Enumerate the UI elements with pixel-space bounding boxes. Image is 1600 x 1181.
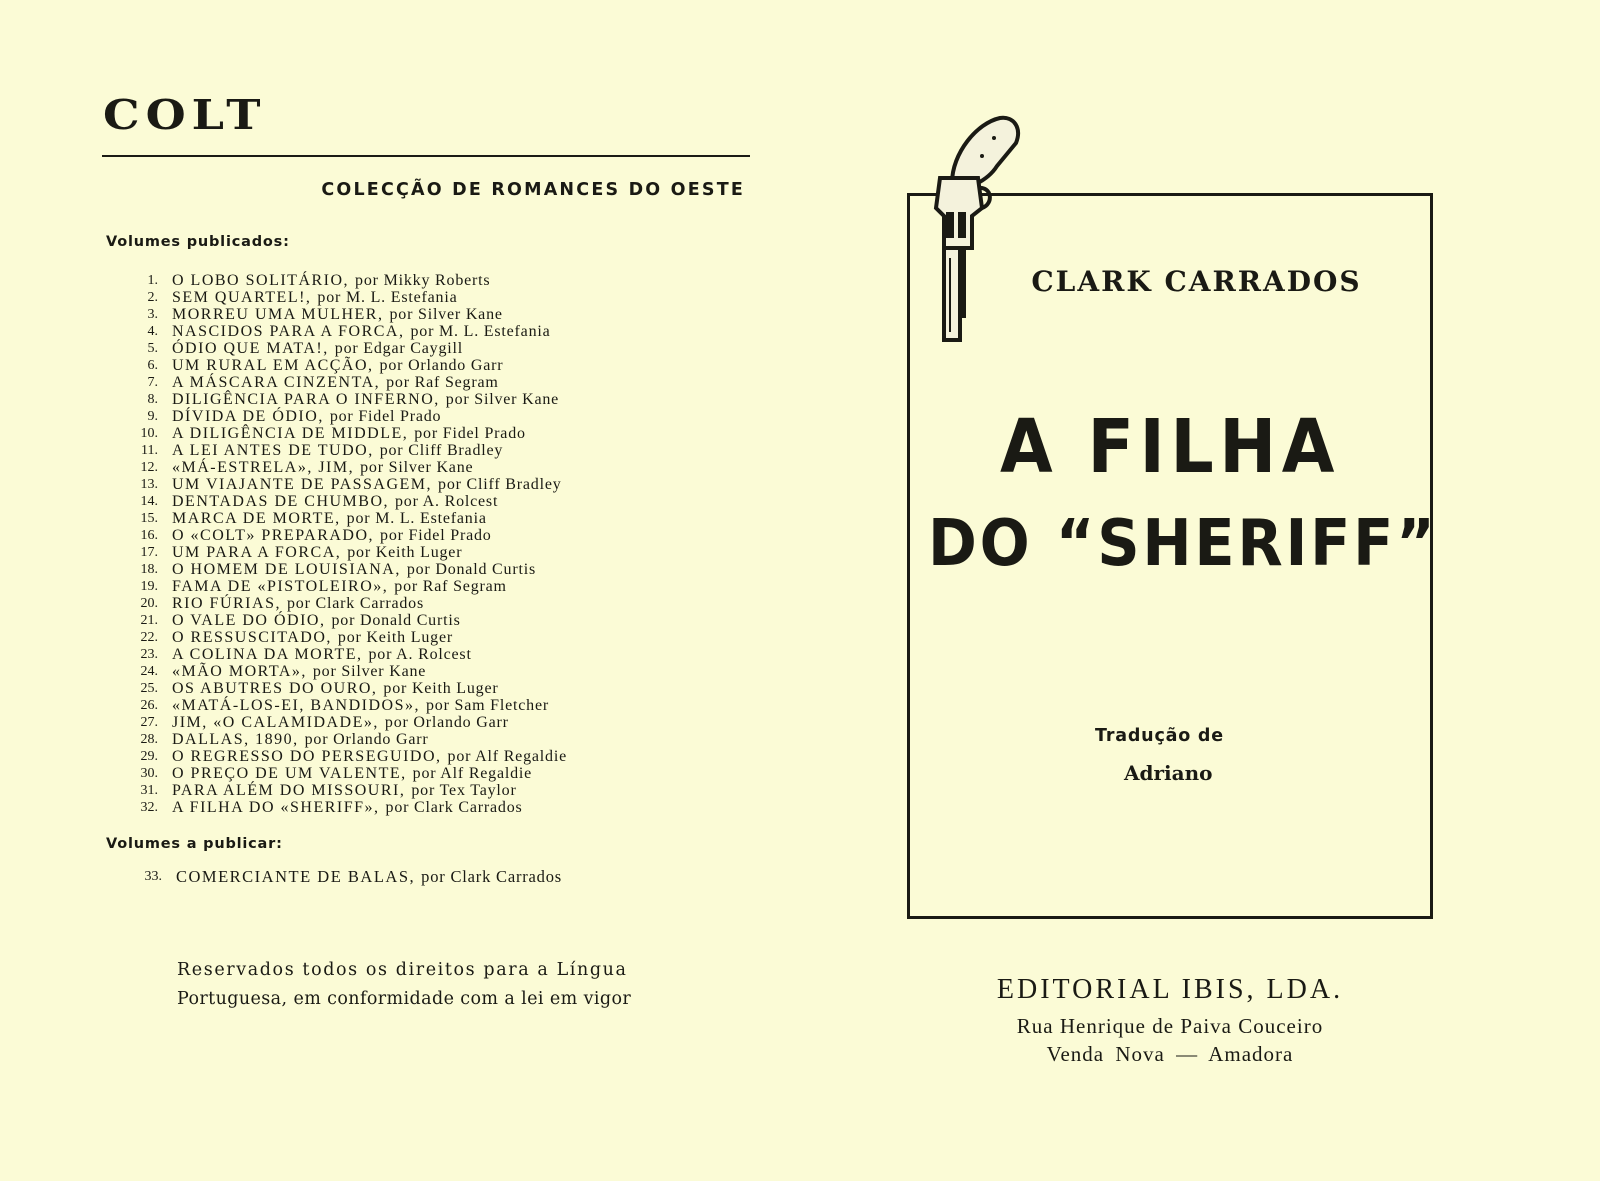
volume-author: por Orlando Garr [379,357,504,374]
volume-author: por Silver Kane [445,391,560,408]
volume-author: por Keith Luger [337,629,453,646]
volume-number: 29. [140,749,158,764]
volume-author: por Donald Curtis [406,561,536,578]
volume-item [130,408,567,425]
volume-number: 22. [140,630,158,645]
volume-author: por M. L. Estefania [410,323,551,340]
publisher-address-line-2: Venda Nova — Amadora [1046,1042,1294,1066]
volume-author: por Alf Regaldie [412,765,533,782]
volume-number: 11. [141,443,158,458]
volume-author: por Sam Fletcher [426,697,549,714]
volume-number: 24. [140,664,158,679]
volume-title: SEM QUARTEL!, [172,289,312,306]
volume-title: O LOBO SOLITÁRIO, [172,272,350,289]
volume-title: UM VIAJANTE DE PASSAGEM, [172,476,433,493]
volume-title: NASCIDOS PARA A FORCA, [172,323,405,340]
volume-title: «MATÁ-LOS-EI, BANDIDOS», [172,697,420,714]
volume-title: OS ABUTRES DO OURO, [172,680,378,697]
volume-item [130,289,567,306]
volume-item [130,340,567,357]
volume-number: 9. [147,409,158,424]
volume-number: 26. [140,698,158,713]
volume-author: por Mikky Roberts [355,272,491,289]
volume-author: por Silver Kane [389,306,503,323]
volume-author: por Cliff Bradley [438,476,562,493]
volume-item [130,306,567,323]
volume-author: por Raf Segram [386,374,499,391]
colt-logo: COLT [103,90,267,139]
series-title: COLECÇÃO DE ROMANCES DO OESTE [321,180,745,200]
volume-number: 31. [140,783,158,798]
volume-title: RIO FÚRIAS, [172,595,281,612]
volume-title: UM RURAL EM ACÇÃO, [172,357,374,374]
volume-number: 10. [140,426,158,441]
volume-title: «MÃO MORTA», [172,663,307,680]
logo-divider [102,155,750,157]
volume-number: 8. [147,392,158,407]
volume-author: por Alf Regaldie [447,748,567,765]
volume-number: 6. [147,358,158,373]
volume-item [130,595,567,612]
volume-author: por Donald Curtis [331,612,461,629]
volume-item [130,748,567,765]
volume-title: «MÁ-ESTRELA», JIM, [172,459,355,476]
volume-title: MORREU UMA MULHER, [172,306,384,323]
volume-item [130,697,567,714]
volume-title: DENTADAS DE CHUMBO, [172,493,389,510]
volume-title: ÓDIO QUE MATA!, [172,340,329,357]
volume-title: PARA ALÉM DO MISSOURI, [172,782,406,799]
volume-number: 1. [147,273,158,288]
volume-number: 14. [140,494,158,509]
volume-author: por Keith Luger [347,544,463,561]
volume-author: por Silver Kane [312,663,427,680]
volume-number: 19. [140,579,158,594]
volume-number: 4. [147,324,158,339]
volume-title: A FILHA DO «SHERIFF», [172,799,380,816]
volume-number: 7. [147,375,158,390]
volume-title: A COLINA DA MORTE, [172,646,363,663]
volume-number: 25. [140,681,158,696]
volume-author: por Fidel Prado [380,527,492,544]
rights-notice [177,956,697,1014]
volume-item [130,544,567,561]
volume-number: 18. [140,562,158,577]
volume-author: por Cliff Bradley [379,442,504,459]
published-volumes-list [130,272,567,816]
volume-item [130,731,567,748]
volume-author: por Raf Segram [394,578,507,595]
volume-number: 2. [147,290,158,305]
volume-item [130,357,567,374]
volume-title: DALLAS, 1890, [172,731,299,748]
volume-item [130,663,567,680]
volume-item [130,476,567,493]
volume-title: O VALE DO ÓDIO, [172,612,326,629]
volume-number: 30. [140,766,158,781]
volume-title: O HOMEM DE LOUISIANA, [172,561,401,578]
book-author: CLARK CARRADOS [1031,265,1362,298]
volume-title: DÍVIDA DE ÓDIO, [172,408,324,425]
volume-item [130,629,567,646]
volume-number: 27. [140,715,158,730]
volume-number: 15. [140,511,158,526]
rights-notice-line-2: Portuguesa, em conformidade com a lei em vigor [177,989,632,1009]
volume-title: UM PARA A FORCA, [172,544,342,561]
volume-title: O REGRESSO DO PERSEGUIDO, [172,748,442,765]
volume-author: por Orlando Garr [304,731,429,748]
volume-number: 17. [140,545,158,560]
publisher-name: EDITORIAL IBIS, LDA. [996,974,1344,1005]
volume-item [130,527,567,544]
volume-title: JIM, «O CALAMIDADE», [172,714,379,731]
volume-number: 32. [140,800,158,815]
volume-item [130,425,567,442]
volume-number: 12. [140,460,158,475]
volume-number: 28. [140,732,158,747]
volume-title: FAMA DE «PISTOLEIRO», [172,578,389,595]
volume-item [130,442,567,459]
volume-author: por Fidel Prado [329,408,442,425]
volume-item [130,510,567,527]
volume-item [130,714,567,731]
volume-author: por Tex Taylor [411,782,517,799]
volume-item [130,391,567,408]
volume-item [130,374,567,391]
left-page [0,0,790,1181]
volume-item [130,612,567,629]
book-title-line-1: A FILHA [1000,404,1340,490]
volume-author: por Silver Kane [360,459,474,476]
volume-author: por Orlando Garr [384,714,509,731]
volume-item [130,646,567,663]
volume-item [130,272,567,289]
volume-title: O PREÇO DE UM VALENTE, [172,765,407,782]
volume-number: 33. [144,869,162,884]
rights-notice-line-1: Reservados todos os direitos para a Língua [177,960,628,980]
volume-title: MARCA DE MORTE, [172,510,341,527]
volume-title: COMERCIANTE DE BALAS, [176,867,416,886]
volume-item [130,799,567,816]
volume-author: por Keith Luger [383,680,499,697]
volume-author: por Clark Carrados [421,867,563,886]
upcoming-volumes-label: Volumes a publicar: [106,836,283,852]
volume-title: A LEI ANTES DE TUDO, [172,442,374,459]
volume-item [130,561,567,578]
volume-author: por Clark Carrados [286,595,425,612]
publisher-address-line-1: Rua Henrique de Paiva Couceiro [1016,1014,1324,1038]
volume-author: por Clark Carrados [385,799,523,816]
volume-item [130,493,567,510]
volume-title: O «COLT» PREPARADO, [172,527,375,544]
volume-author: por A. Rolcest [395,493,499,510]
volume-item [130,323,567,340]
volume-item [130,765,567,782]
published-volumes-label: Volumes publicados: [106,234,290,250]
volume-author: por M. L. Estefania [346,510,487,527]
volume-item [130,578,567,595]
volume-number: 21. [140,613,158,628]
volume-number: 3. [147,307,158,322]
volume-author: por Edgar Caygill [334,340,464,357]
translation-label: Tradução de [1095,726,1224,746]
volume-title: O RESSUSCITADO, [172,629,332,646]
volume-title: DILIGÊNCIA PARA O INFERNO, [172,391,440,408]
volume-title: A MÁSCARA CINZENTA, [172,374,381,391]
volume-number: 5. [147,341,158,356]
volume-item [130,782,567,799]
volume-number: 20. [140,596,158,611]
volume-item [130,459,567,476]
volume-item [130,680,567,697]
translator-name: Adriano [1124,761,1213,785]
volume-number: 16. [140,528,158,543]
volume-number: 13. [140,477,158,492]
upcoming-volume-item [130,868,562,885]
volume-author: por M. L. Estefania [317,289,458,306]
book-title-line-2: DO “SHERIFF” [928,507,1438,581]
volume-title: A DILIGÊNCIA DE MIDDLE, [172,425,409,442]
volume-author: por Fidel Prado [414,425,526,442]
volume-number: 23. [140,647,158,662]
volume-author: por A. Rolcest [368,646,472,663]
